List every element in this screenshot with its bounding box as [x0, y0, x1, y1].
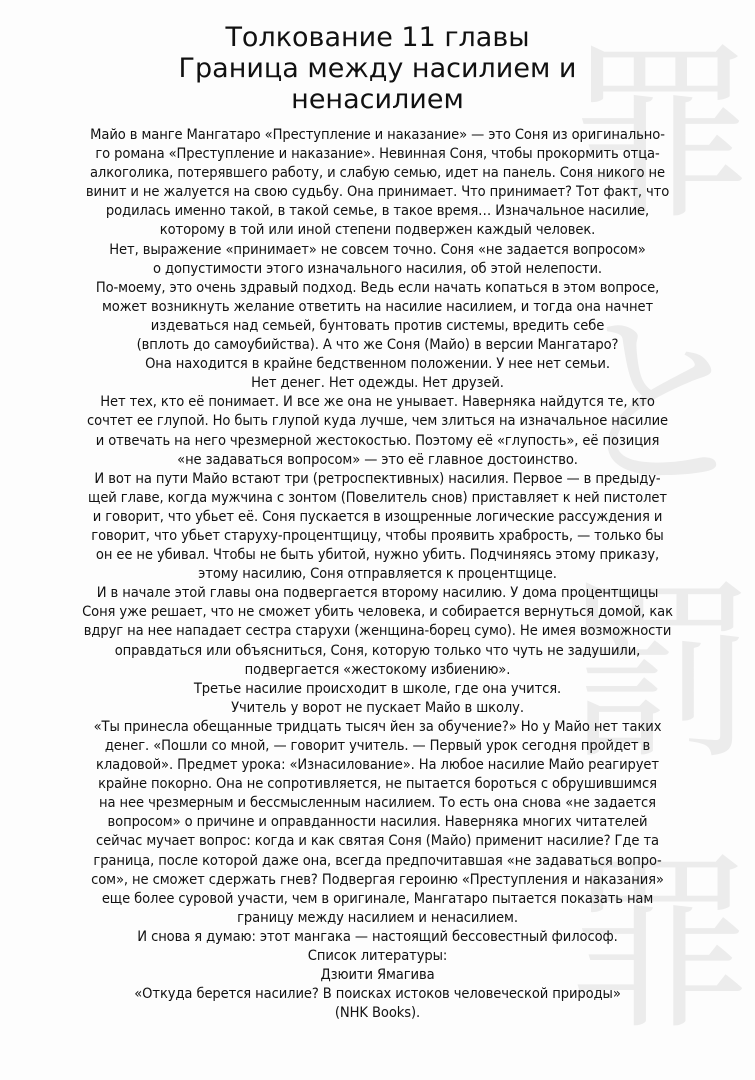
body-line: винит и не жалуется на свою судьбу. Она принимает. Что принимает? Тот факт, что: [85, 183, 670, 201]
body-line: Список литературы:: [307, 947, 448, 965]
body-line: и отвечать на него чрезмерной жестокостью. Поэтому её «глупость», её позиция: [95, 431, 660, 449]
body-line: (вплоть до самоубийства). А что же Соня (Майо) в версии Мангатаро?: [136, 336, 619, 354]
body-line: И вот на пути Майо встают три (ретроспективных) насилия. Первое — в предыду-: [94, 469, 661, 487]
body-line: Нет тех, кто её понимает. И все же она не унывает. Наверняка найдутся те, кто: [100, 393, 655, 411]
body-line: на нее чрезмерным и бессмысленным насилием. То есть она снова «не задается: [99, 794, 656, 812]
body-line: может возникнуть желание ответить на насилие насилием, и тогда она начнет: [101, 297, 654, 315]
body-line: По-моему, это очень здравый подход. Ведь если начать копаться в этом вопросе,: [95, 278, 660, 296]
body-line: кладовой». Предмет урока: «Изнасилование». На любое насилие Майо реагирует: [96, 756, 659, 774]
body-line: оправдаться или объясниться, Соня, которую только что чуть не задушили,: [114, 641, 641, 659]
body-line: которому в той или иной степени подвержен каждый человек.: [159, 221, 596, 239]
body-line: го романа «Преступление и наказание». Невинная Соня, чтобы прокормить отца-: [95, 145, 660, 163]
body-line: денег. «Пошли со мной, — говорит учитель. — Первый урок сегодня пройдет в: [104, 737, 651, 754]
body-line: еще более суровой участи, чем в оригинале, Мангатаро пытается показать нам: [101, 889, 654, 907]
body-line: издеваться над семьей, бунтовать против системы, вредить себе: [150, 316, 605, 334]
body-line: границу между насилием и ненасилием.: [237, 908, 518, 926]
title-line-3: ненасилием: [291, 84, 464, 115]
body-line: крайне покорно. Она не сопротивляется, не пытается бороться с обрушившимся: [98, 775, 657, 793]
body-line: сочтет ее глупой. Но быть глупой куда лучше, чем злиться на изначальное насилие: [87, 412, 668, 430]
body-text: [10, 125, 745, 1022]
body-line: Она находится в крайне бедственном положении. У нее нет семьи.: [145, 355, 610, 373]
body-line: этому насилию, Соня отправляется к процентщице.: [198, 565, 557, 583]
body-line: Нет денег. Нет одежды. Нет друзей.: [251, 374, 504, 392]
body-line: родилась именно такой, в такой семье, в такое время… Изначальное насилие,: [105, 202, 650, 220]
page-title: [10, 22, 745, 115]
body-line: говорит, что убьет старуху-процентщицу, чтобы проявить храбрость, — только бы: [91, 526, 664, 544]
body-line: сейчас мучает вопрос: когда и как святая Соня (Майо) применит насилие? Где та: [96, 832, 659, 850]
body-line: «Откуда берется насилие? В поисках истоков человеческой природы»: [134, 985, 621, 1003]
title-line-1: Толкование 11 главы: [225, 22, 530, 53]
background-kanji-decoration: 罪 と 罰 罪: [564, 24, 755, 1055]
body-line: о допустимости этого изначального насилия, об этой нелепости.: [153, 259, 602, 277]
body-line: Дзюити Ямагива: [320, 966, 435, 984]
body-line: и говорит, что убьет её. Соня пускается в изощренные логические рассуждения и: [92, 507, 663, 525]
body-line: Учитель у ворот не пускает Майо в школу.: [231, 698, 524, 716]
body-line: Майо в манге Мангатаро «Преступление и наказание» — это Соня из оригинально-: [90, 126, 665, 143]
body-line: вопросом» о причине и оправданности насилия. Наверняка многих читателей: [107, 813, 648, 831]
article: [0, 22, 755, 1022]
body-line: (NHK Books).: [334, 1004, 421, 1022]
body-line: вдруг на нее нападает сестра старухи (женщина-борец сумо). Не имея возможности: [83, 622, 672, 640]
body-line: И в начале этой главы она подвергается второму насилию. У дома процентщицы: [96, 584, 659, 602]
body-line: щей главе, когда мужчина с зонтом (Повелитель снов) приставляет к ней пистолет: [88, 488, 667, 506]
body-line: Нет, выражение «принимает» не совсем точно. Соня «не задается вопросом»: [109, 240, 646, 258]
body-line: он ее не убивал. Чтобы не быть убитой, нужно убить. Подчиняясь этому приказу,: [95, 546, 660, 564]
body-line: сом», не сможет сдержать гнев? Подвергая героиню «Преступления и наказания»: [91, 870, 664, 888]
body-line: И снова я думаю: этот мангака — настоящий бессовестный философ.: [137, 927, 618, 945]
body-line: граница, после которой даже она, всегда предпочитавшая «не задаваться вопро-: [93, 851, 662, 869]
body-line: «не задаваться вопросом» — это её главное достоинство.: [177, 450, 578, 468]
body-line: Соня уже решает, что не сможет убить человека, и собирается вернуться домой, как: [82, 603, 673, 621]
body-line: «Ты принесла обещанные тридцать тысяч йен за обучение?» Но у Майо нет таких: [93, 717, 662, 735]
title-line-2: Граница между насилием и: [178, 53, 577, 84]
body-line: подвергается «жестокому избиению».: [244, 660, 511, 678]
body-line: Третье насилие происходит в школе, где она учится.: [193, 679, 562, 697]
body-line: алкоголика, потерявшего работу, и слабую семью, идет на панель. Соня никого не: [89, 164, 666, 182]
